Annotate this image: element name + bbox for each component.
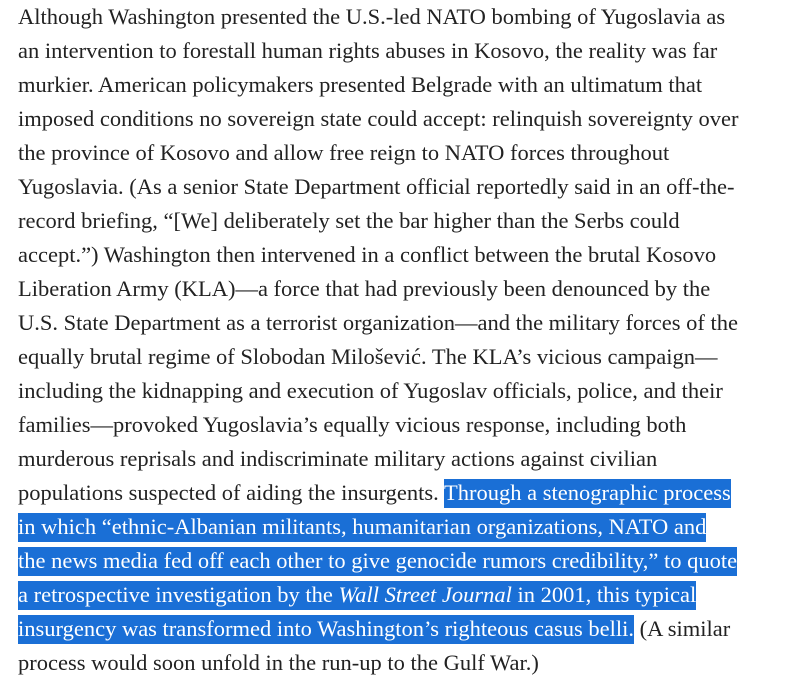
text-line-18[interactable] bbox=[18, 578, 696, 612]
selected-text-before-italic: a retrospective investigation by the bbox=[18, 582, 339, 607]
text-line-1: Although Washington presented the U.S.-led NATO bombing of Yugoslavia as bbox=[18, 4, 726, 29]
text-line-4: imposed conditions no sovereign state could accept: relinquish sovereignty over bbox=[18, 106, 739, 131]
selected-text-after-italic: in 2001, this typical bbox=[511, 582, 697, 607]
text-line-2: an intervention to forestall human rights abuses in Kosovo, the reality was far bbox=[18, 38, 718, 63]
text-line-20: process would soon unfold in the run-up to the Gulf War.) bbox=[18, 650, 539, 675]
text-line-11: equally brutal regime of Slobodan Milošević. The KLA’s vicious campaign— bbox=[18, 344, 718, 369]
text-line-15[interactable] bbox=[18, 476, 731, 510]
text-line-3: murkier. American policymakers presented Belgrade with an ultimatum that bbox=[18, 72, 703, 97]
text-line-14: murderous reprisals and indiscriminate military actions against civilian bbox=[18, 446, 658, 471]
text-line-7: record briefing, “[We] deliberately set the bar higher than the Serbs could bbox=[18, 208, 680, 233]
text-line-17[interactable] bbox=[18, 544, 737, 578]
selected-text-segment[interactable] bbox=[18, 581, 696, 610]
selected-text-segment[interactable]: the news media fed off each other to give genocide rumors credibility,” to quote bbox=[18, 547, 737, 576]
selected-text-segment[interactable]: in which “ethnic-Albanian militants, humanitarian organizations, NATO and bbox=[18, 513, 706, 542]
text-line-9: Liberation Army (KLA)—a force that had previously been denounced by the bbox=[18, 276, 711, 301]
plain-text-segment: (A similar bbox=[634, 616, 731, 641]
text-line-8: accept.”) Washington then intervened in a conflict between the brutal Kosovo bbox=[18, 242, 717, 267]
publication-title-italic: Wall Street Journal bbox=[338, 582, 512, 607]
text-line-16[interactable] bbox=[18, 510, 706, 544]
text-line-13: families—provoked Yugoslavia’s equally vicious response, including both bbox=[18, 412, 687, 437]
text-line-12: including the kidnapping and execution of Yugoslav officials, police, and their bbox=[18, 378, 723, 403]
text-line-6: Yugoslavia. (As a senior State Department official reportedly said in an off-the- bbox=[18, 174, 735, 199]
plain-text-segment: populations suspected of aiding the insurgents. bbox=[18, 480, 444, 505]
selected-text-segment[interactable]: insurgency was transformed into Washington’s righteous casus belli. bbox=[18, 615, 634, 644]
text-line-5: the province of Kosovo and allow free reign to NATO forces throughout bbox=[18, 140, 670, 165]
text-line-10: U.S. State Department as a terrorist organization—and the military forces of the bbox=[18, 310, 738, 335]
text-line-19[interactable] bbox=[18, 612, 730, 646]
selected-text-segment[interactable]: Through a stenographic process bbox=[444, 479, 731, 508]
